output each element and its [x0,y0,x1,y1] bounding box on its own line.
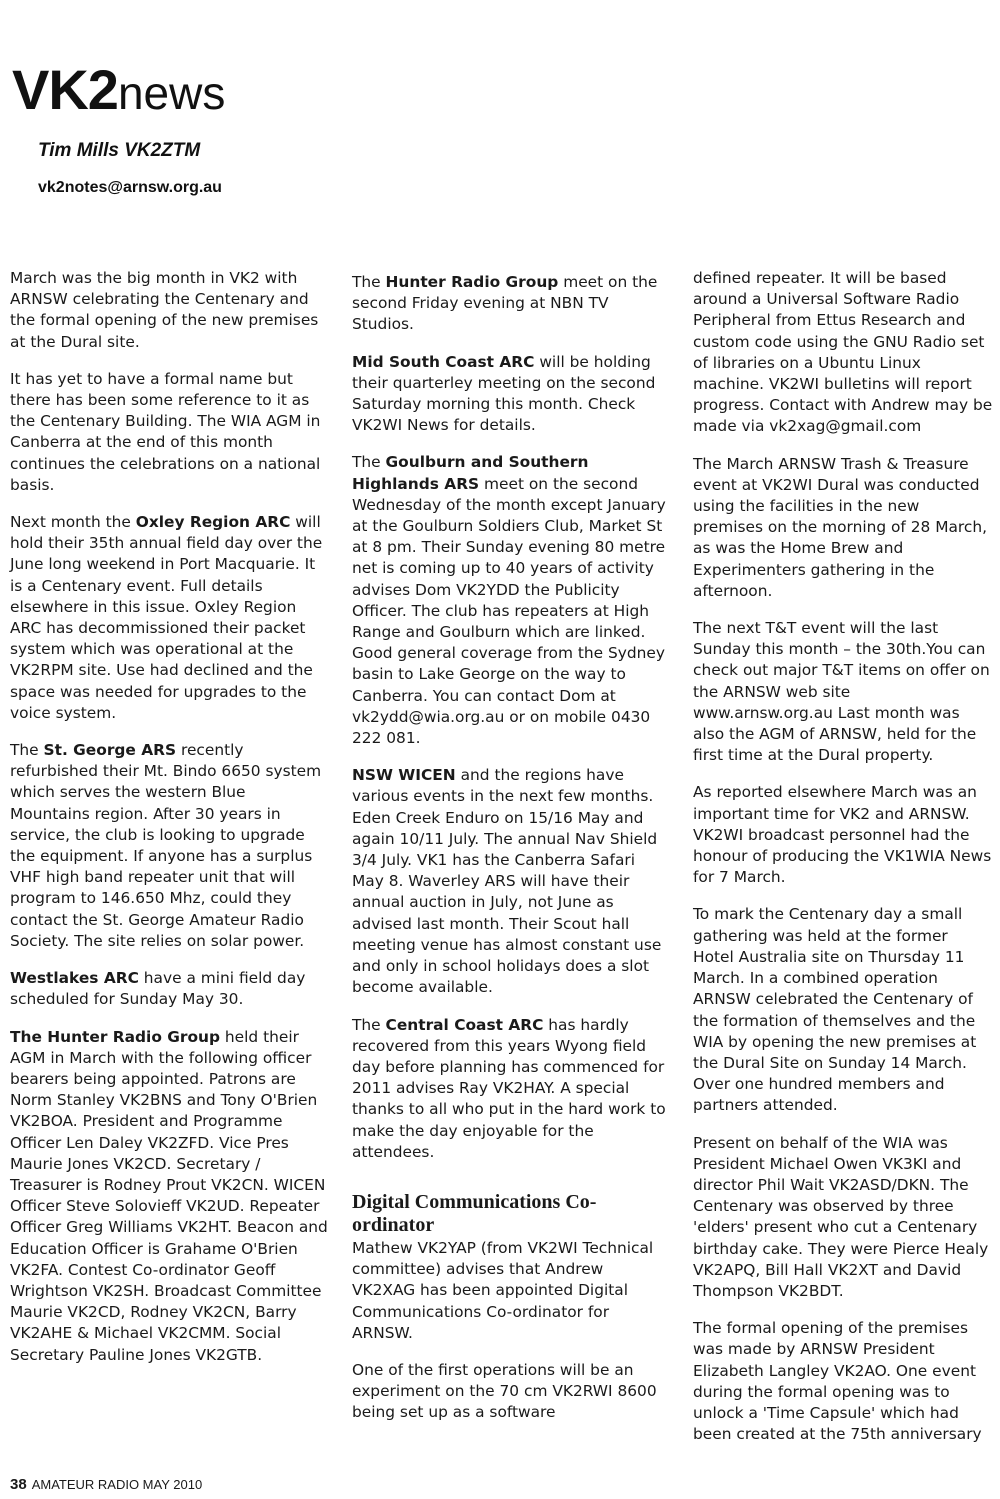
paragraph-text: meet on the second Friday evening at NBN TV Studios. [352,273,658,334]
paragraph: defined repeater. It will be based around a Universal Software Radio Peripheral from Ettus Research and custom code using the GNU Radio set of libraries on a Ubuntu Linux machine. VK2WI bulletins will report progress. Contact with Andrew may be made via vk2xag@gmail.com [693,269,993,436]
paragraph-text: Next month the [10,513,136,532]
paragraph [352,452,670,749]
paragraph-text: and the regions have various events in the next few months. Eden Creek Enduro on 15/16 May and again 10/11 July. The annual Nav Shield 3/4 July. VK1 has the Canberra Safari May 8. Waverley ARS will have their annual auction in July, not June as advised last month. Their Scout hall meeting venue has almost constant use and only in school holidays does a slot become available. [352,766,662,997]
paragraph-text: have a mini field day scheduled for Sunday May 30. [10,969,306,1009]
paragraph: Mathew VK2YAP (from VK2WI Technical committee) advises that Andrew VK2XAG has been appointed Digital Communications Co-ordinator for ARNSW. [352,1238,654,1342]
section-subheading: Digital Communications Co-ordinator [352,1190,597,1236]
paragraph [352,272,670,336]
paragraph: The formal opening of the premises was made by ARNSW President Elizabeth Langley VK2AO. One event during the formal opening was to unlock a 'Time Capsule' which had been created at the 75th anniversary [693,1319,982,1444]
club-name: NSW WICEN [352,766,456,785]
paragraph [352,1015,670,1163]
author-byline: Tim Mills VK2ZTM [38,140,201,161]
paragraph-text: meet on the second Wednesday of the month except January at the Goulburn Soldiers Club, Market St at 8 pm. Their Sunday evening 80 metre net is coming up to 40 years of activity advises Dom VK2YDD the Publicity Officer. The club has repeaters at High Range and Goulburn which are linked. Good general coverage from the Sydney basin to Lake George on the way to Canberra. You can contact Dom at vk2ydd@wia.org.au or on mobile 0430 222 081. [352,474,666,748]
publication-name: AMATEUR RADIO MAY 2010 [31,1477,203,1492]
article-column-3 [693,268,993,1461]
club-name: Hunter Radio Group [385,273,559,291]
masthead-title-bold: VK2 [12,58,118,121]
article-column-1 [10,268,328,1382]
paragraph-text: has hardly recovered from this years Wyong field day before planning has commenced for 2011 advises Ray VK2HAY. A special thanks to all who put in the hard work to make the day enjoyable for the attendees. [352,1015,666,1161]
paragraph: March was the big month in VK2 with ARNSW celebrating the Centenary and the formal opening of the new premises at the Dural site. [10,269,319,351]
paragraph [10,740,328,952]
club-name: Oxley Region ARC [135,513,291,532]
club-name: Central Coast ARC [385,1015,544,1034]
club-name: Mid South Coast ARC [352,352,535,371]
paragraph-text: will be holding their quarterley meeting on the second Saturday morning this month. Check VK2WI News for details. [352,352,656,435]
paragraph: The March ARNSW Trash & Treasure event at VK2WI Dural was conducted using the facilities in the new premises on the morning of 28 March, as was the Home Brew and Experimenters gathering in the afternoon. [693,454,988,600]
club-name: Goulburn and Southern Highlands ARS [352,453,589,493]
paragraph-text: The [10,741,44,760]
paragraph-text: The [352,273,386,291]
paragraph [352,765,670,998]
club-name: St. George ARS [43,741,177,760]
paragraph [352,352,670,437]
paragraph: The next T&T event will the last Sunday this month – the 30th.You can check out major T&T items on offer on the ARNSW web site www.arnsw.org.au Last month was also the AGM of ARNSW, held for the first time at the Dural property. [693,619,990,765]
club-name: Westlakes ARC [10,969,139,988]
paragraph: It has yet to have a formal name but there has been some reference to it as the Centenary Building. The WIA AGM in Canberra at the end of this month continues the celebrations on a national basis. [10,369,321,494]
page-footer [10,1476,202,1493]
paragraph [10,512,328,724]
page-number: 38 [10,1476,27,1493]
paragraph-text: The [352,453,386,472]
paragraph: As reported elsewhere March was an important time for VK2 and ARNSW. VK2WI broadcast personnel had the honour of producing the VK1WIA News for 7 March. [693,783,992,887]
paragraph: To mark the Centenary day a small gathering was held at the former Hotel Australia site on Thursday 11 March. In a combined operation ARNSW celebrated the Centenary of the formation of themselves and the WIA by opening the new premises at the Dural Site on Sunday 14 March. Over one hundred members and partners attended. [693,905,977,1115]
masthead-title [12,58,226,121]
paragraph: One of the first operations will be an experiment on the 70 cm VK2RWI 8600 being set up as a software [352,1360,657,1422]
paragraph-text: recently refurbished their Mt. Bindo 6650 system which serves the western Blue Mountains region. After 30 years in service, the club is looking to upgrade the equipment. If anyone has a surplus VHF high band repeater unit that will program to 146.650 Mhz, could they contact the St. George Amateur Radio Society. The site relies on solar power. [10,741,322,950]
masthead-title-light: news [117,67,226,119]
paragraph-text: held their AGM in March with the following officer bearers being appointed. Patrons are Norm Stanley VK2BNS and Tony O'Brien VK2BOA. President and Programme Officer Len Daley VK2ZFD. Vice Pres Maurie Jones VK2CD. Secretary / Treasurer is Rodney Prout VK2CN. WICEN Officer Steve Solovieff VK2UD. Repeater Officer Greg Williams VK2HT. Beacon and Education Officer is Grahame O'Brien VK2FA. Contest Co-ordinator Geoff Wrightson VK2SH. Broadcast Committee Maurie VK2CD, Rodney VK2CN, Barry VK2AHE & Michael VK2CMM. Social Secretary Pauline Jones VK2GTB. [10,1027,328,1364]
author-email: vk2notes@arnsw.org.au [38,179,222,196]
paragraph [10,968,328,1010]
paragraph-text: will hold their 35th annual field day over the June long weekend in Port Macquarie. It is a Centenary event. Full details elsewhere in this issue. Oxley Region ARC has decommissioned their packet system which was operational at the VK2RPM site. Use had declined and the space was needed for upgrades to the voice system. [10,513,323,722]
paragraph [10,1027,328,1366]
paragraph: Present on behalf of the WIA was President Michael Owen VK3KI and director Phil Wait VK2ASD/DKN. The Centenary was observed by three 'elders' present who cut a Centenary birthday cake. They were Pierce Healy VK2APQ, Bill Hall VK2XT and David Thompson VK2BDT. [693,1133,989,1300]
article-column-2 [352,272,670,1440]
club-name: The Hunter Radio Group [10,1027,221,1046]
paragraph-text: The [352,1015,386,1034]
